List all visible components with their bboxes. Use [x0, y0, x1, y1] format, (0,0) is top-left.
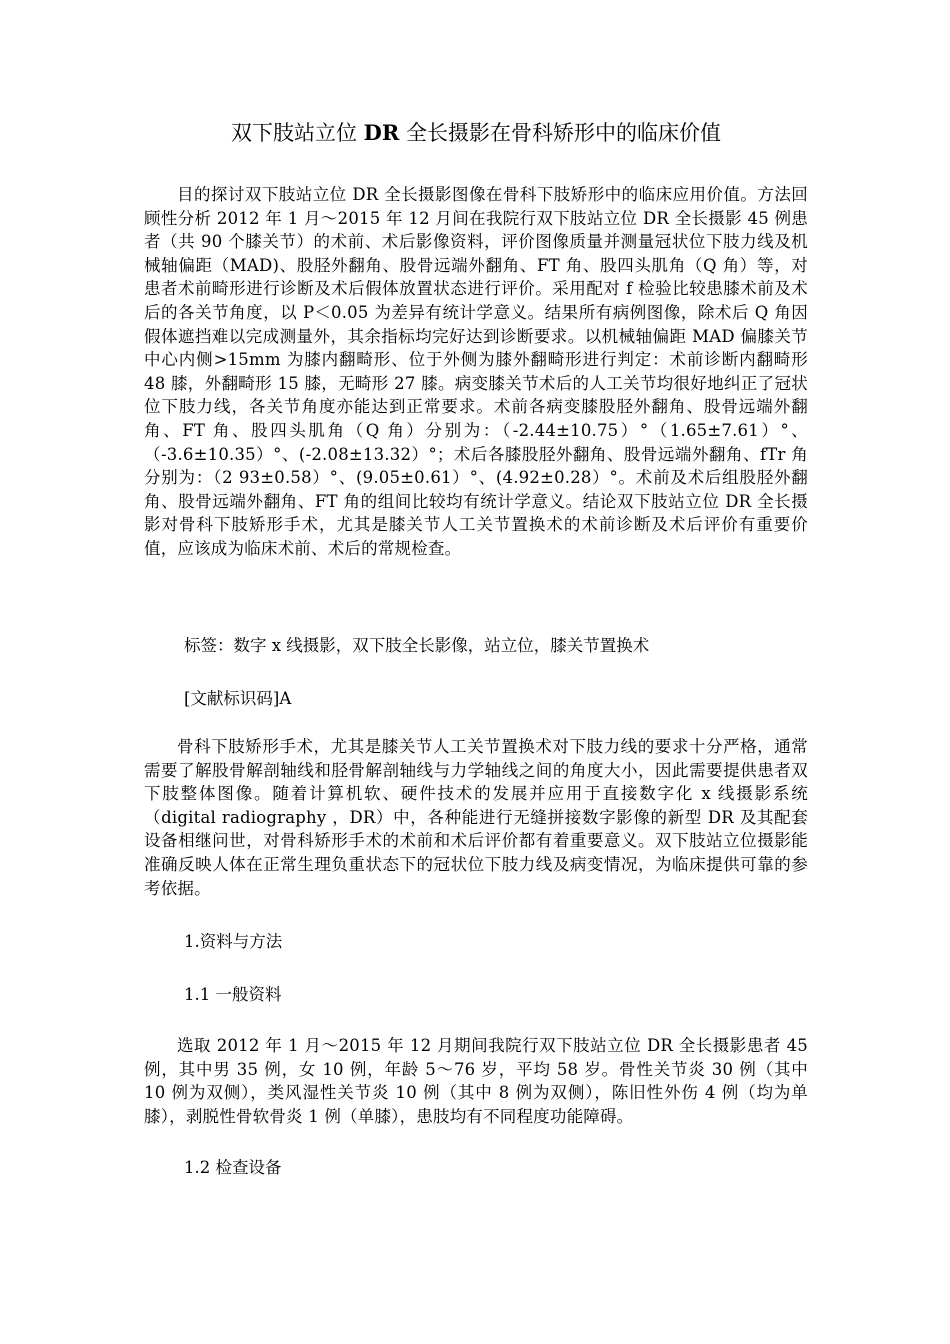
section-heading-1-1: 1.1 一般资料 [184, 985, 282, 1004]
paper-title [144, 118, 808, 148]
intro-paragraph: 骨科下肢矫形手术，尤其是膝关节人工关节置换术对下肢力线的要求十分严格，通常需要了解股骨解剖轴线和胫骨解剖轴线与力学轴线之间的角度大小，因此需要提供患者双下肢整体图像。随着计算机软、硬件技术的发展并应用于直接数字化 x 线摄影系统（digital radiography ，DR）中，各种能进行无缝拼接数字影像的新型 DR 及其配套设备相继问世，对骨科矫形手术的术前和术后评价都有着重要意义。双下肢站立位摄影能准确反映人体在正常生理负重状态下的冠状位下肢力线及病变情况，为临床提供可靠的参考依据。 [144, 737, 808, 898]
title-suffix: 全长摄影在骨科矫形中的临床价值 [399, 121, 722, 145]
abstract-paragraph: 目的探讨双下肢站立位 DR 全长摄影图像在骨科下肢矫形中的临床应用价值。方法回顾性分析 2012 年 1 月～2015 年 12 月间在我院行双下肢站立位 DR 全长摄影 45 例患者（共 90 个膝关节）的术前、术后影像资料，评价图像质量并测量冠状位下肢力线及机械轴偏距（MAD)、股胫外翻角、股骨远端外翻角、FT 角、股四头肌角（Q 角）等，对患者术前畸形进行诊断及术后假体放置状态进行评价。采用配对 f 检验比较患膝术前及术后的各关节角度，以 P＜0.05 为差异有统计学意义。结果所有病例图像，除术后 Q 角因假体遮挡难以完成测量外，其余指标均完好达到诊断要求。以机械轴偏距 MAD 偏膝关节中心内侧>15mm 为膝内翻畸形、位于外侧为膝外翻畸形进行判定：术前诊断内翻畸形 48 膝，外翻畸形 15 膝，无畸形 27 膝。病变膝关节术后的人工关节均很好地纠正了冠状位下肢力线，各关节角度亦能达到正常要求。术前各病变膝股胫外翻角、股骨远端外翻角、FT 角、股四头肌角（Q 角）分别为：（-2.44±10.75）°（1.65±7.61）°、（-3.6±10.35）°、(-2.08±13.32）°；术后各膝股胫外翻角、股骨远端外翻角、fTr 角分别为：（2 93±0.58）°、(9.05±0.61）°、(4.92±0.28）°。术前及术后组股胫外翻角、股骨远端外翻角、FT 角的组间比较均有统计学意义。结论双下肢站立位 DR 全长摄影对骨科下肢矫形手术，尤其是膝关节人工关节置换术的术前诊断及术后评价有重要价值，应该成为临床术前、术后的常规检查。 [144, 185, 808, 558]
document-code: [文献标识码]A [184, 689, 292, 708]
section-heading-1-2: 1.2 检查设备 [184, 1158, 282, 1177]
general-data-paragraph: 选取 2012 年 1 月～2015 年 12 月期间我院行双下肢站立位 DR 全长摄影患者 45 例，其中男 35 例，女 10 例，年龄 5～76 岁，平均 58 岁。骨性关节炎 30 例（其中 10 例为双侧），类风湿性关节炎 10 例（其中 8 例为双侧），陈旧性外伤 4 例（均为单膝），剥脱性骨软骨炎 1 例（单膝），患肢均有不同程度功能障碍。 [144, 1036, 808, 1126]
title-prefix: 双下肢站立位 [230, 121, 364, 145]
title-bold: DR [363, 120, 400, 145]
keywords-line: 标签：数字 x 线摄影，双下肢全长影像，站立位，膝关节置换术 [184, 636, 650, 655]
section-heading-1: 1.资料与方法 [184, 932, 283, 951]
